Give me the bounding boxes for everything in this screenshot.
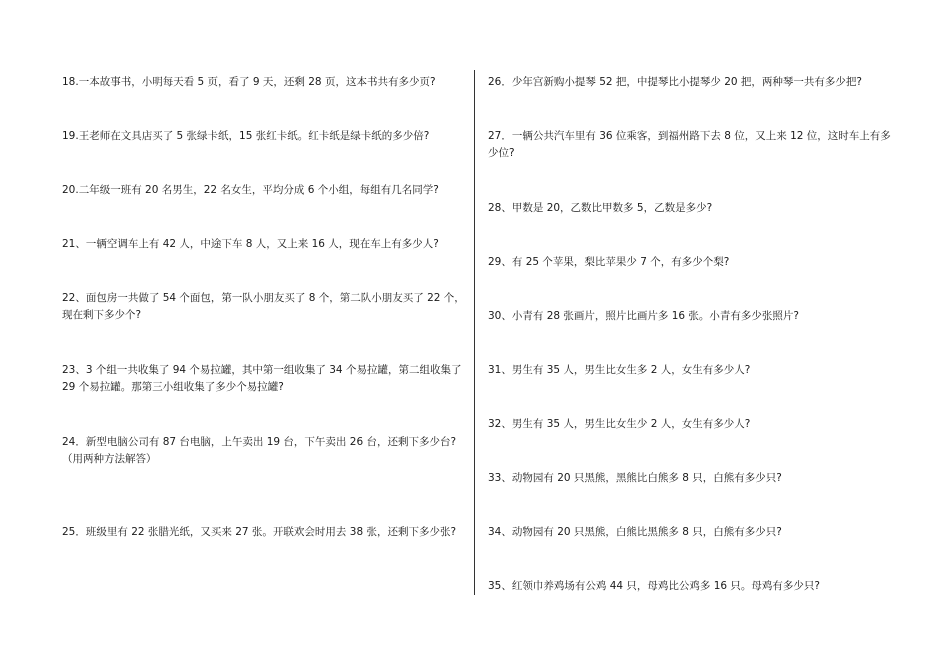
question-31: 31、男生有 35 人，男生比女生多 2 人，女生有多少人? (488, 364, 751, 376)
question-23: 23、3 个组一共收集了 94 个易拉罐，其中第一组收集了 34 个易拉罐，第二组收集了 29 个易拉罐。那第三小组收集了多少个易拉罐? (62, 364, 462, 393)
question-28: 28、甲数是 20，乙数比甲数多 5，乙数是多少? (488, 202, 713, 214)
question-26: 26．少年宫新购小提琴 52 把，中提琴比小提琴少 20 把，两种琴一共有多少把? (488, 76, 863, 88)
column-divider (474, 70, 475, 595)
question-33: 33、动物园有 20 只黑熊，黑熊比白熊多 8 只，白熊有多少只? (488, 472, 782, 484)
question-21: 21、一辆空调车上有 42 人，中途下车 8 人，又上来 16 人，现在车上有多少人? (62, 238, 439, 250)
question-30: 30、小青有 28 张画片，照片比画片多 16 张。小青有多少张照片? (488, 310, 800, 322)
question-19: 19.王老师在文具店买了 5 张绿卡纸，15 张红卡纸。红卡纸是绿卡纸的多少倍? (62, 130, 430, 142)
question-18: 18.一本故事书，小明每天看 5 页，看了 9 天，还剩 28 页，这本书共有多少页? (62, 76, 436, 88)
question-35: 35、红领巾养鸡场有公鸡 44 只，母鸡比公鸡多 16 只。母鸡有多少只? (488, 580, 821, 592)
question-25: 25．班级里有 22 张腊光纸，又买来 27 张。开联欢会时用去 38 张，还剩下多少张? (62, 526, 457, 538)
question-22: 22、面包房一共做了 54 个面包，第一队小朋友买了 8 个，第二队小朋友买了 22 个，现在剩下多少个? (62, 292, 465, 321)
question-29: 29、有 25 个苹果，梨比苹果少 7 个，有多少个梨? (488, 256, 730, 268)
question-27: 27．一辆公共汽车里有 36 位乘客，到福州路下去 8 位，又上来 12 位，这时车上有多少位? (488, 130, 891, 159)
question-34: 34、动物园有 20 只黑熊，白熊比黑熊多 8 只，白熊有多少只? (488, 526, 782, 538)
question-32: 32、男生有 35 人，男生比女生少 2 人，女生有多少人? (488, 418, 751, 430)
question-20: 20.二年级一班有 20 名男生，22 名女生，平均分成 6 个小组，每组有几名同学? (62, 184, 439, 196)
question-24: 24．新型电脑公司有 87 台电脑，上午卖出 19 台，下午卖出 26 台，还剩下多少台?（用两种方法解答） (62, 436, 457, 465)
